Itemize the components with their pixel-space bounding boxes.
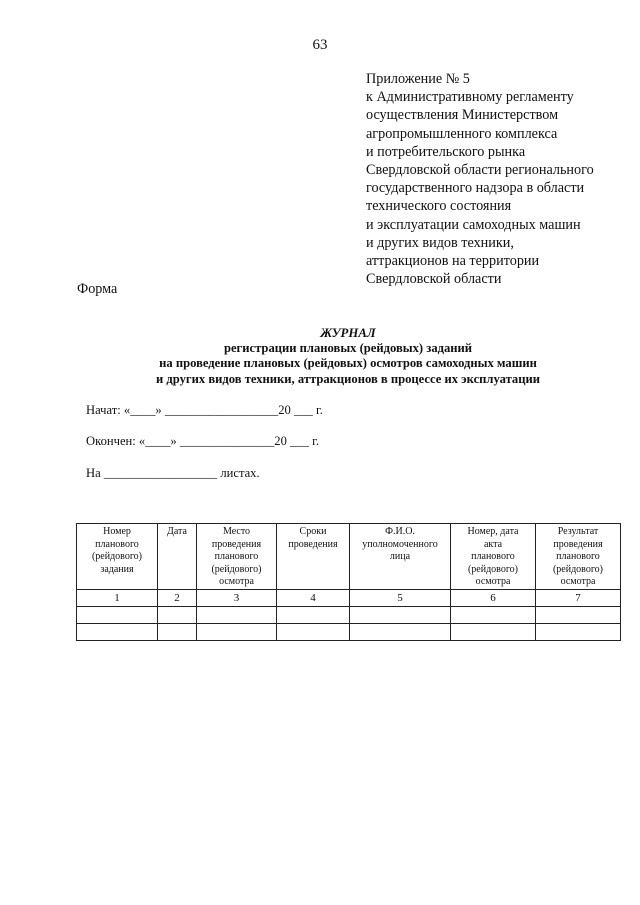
column-number: 6 [451, 589, 536, 606]
table-cell [536, 606, 621, 623]
sheets-field: На __________________ листах. [86, 466, 260, 480]
header-text: задания [100, 563, 134, 575]
header-text: Результат [557, 526, 599, 537]
table-cell [451, 623, 536, 640]
table-cell [451, 606, 536, 623]
header-text: планового [95, 538, 139, 550]
appendix-line: аттракционов на территории [366, 253, 540, 270]
header-text: проведения [288, 538, 338, 550]
table-header-row [77, 524, 621, 590]
column-number: 2 [158, 589, 197, 606]
table-cell [158, 606, 197, 623]
header-text: планового [214, 551, 259, 563]
appendix-line: и эксплуатации самоходных машин [366, 216, 581, 233]
header-text: осмотра [560, 576, 596, 588]
header-text: Место [222, 526, 251, 537]
table-cell [158, 623, 197, 640]
appendix-line: Свердловской области [366, 271, 502, 288]
appendix-block [366, 70, 636, 288]
journal-subtitle-line: регистрации плановых (рейдовых) заданий [223, 341, 473, 356]
journal-title-block [0, 326, 640, 387]
started-field: Начат: «____» __________________20 ___ г. [86, 403, 323, 417]
appendix-line: агропромышленного комплекса [366, 125, 558, 142]
header-result [536, 524, 621, 590]
table-cell [350, 623, 451, 640]
appendix-line: осуществления Министерством [366, 107, 559, 124]
journal-subtitle-line: на проведение плановых (рейдовых) осмотров самоходных машин [159, 356, 537, 371]
header-official-name [350, 524, 451, 590]
table-cell [77, 623, 158, 640]
header-text: акта [483, 538, 503, 550]
header-date [158, 524, 197, 590]
header-text: (рейдового) [211, 563, 262, 575]
appendix-line: и других видов техники, [366, 234, 514, 251]
header-location [197, 524, 277, 590]
header-text: Сроки [299, 526, 327, 537]
header-task-number [77, 524, 158, 590]
finished-field: Окончен: «____» _______________20 ___ г. [86, 434, 319, 448]
form-label: Форма [77, 281, 118, 297]
column-number-row [77, 589, 621, 606]
table-cell [536, 623, 621, 640]
column-number: 7 [536, 589, 621, 606]
table-cell [197, 623, 277, 640]
header-text: Номер [103, 526, 131, 537]
table-cell [277, 623, 350, 640]
header-text: Номер, дата [467, 526, 519, 537]
journal-subtitle-line: и других видов техники, аттракционов в процессе их эксплуатации [156, 371, 540, 386]
column-number: 4 [277, 589, 350, 606]
appendix-line: технического состояния [366, 198, 512, 215]
journal-table [76, 523, 621, 641]
header-text: Дата [167, 526, 187, 537]
header-text: (рейдового) [552, 563, 604, 575]
header-text: уполномоченного [362, 538, 438, 550]
column-number: 3 [197, 589, 277, 606]
page-number: 63 [312, 37, 328, 53]
table-cell [77, 606, 158, 623]
appendix-line: Приложение № 5 [366, 71, 470, 87]
appendix-line: и потребительского рынка [366, 143, 526, 160]
table-cell [350, 606, 451, 623]
appendix-line: Свердловской области регионального [366, 162, 594, 179]
column-number: 1 [77, 589, 158, 606]
header-terms [277, 524, 350, 590]
header-act-number-date [451, 524, 536, 590]
header-text: Ф.И.О. [385, 526, 415, 537]
header-text: (рейдового) [91, 551, 143, 563]
header-text: планового [471, 551, 515, 563]
appendix-line: государственного надзора в области [366, 180, 585, 197]
table-cell [277, 606, 350, 623]
table-row [77, 606, 621, 623]
header-text: осмотра [219, 576, 254, 588]
header-text: проведения [553, 538, 603, 550]
header-text: проведения [211, 538, 262, 550]
table-cell [197, 606, 277, 623]
column-number: 5 [350, 589, 451, 606]
table-row [77, 623, 621, 640]
header-text: лица [389, 551, 411, 563]
journal-title: ЖУРНАЛ [320, 326, 376, 340]
header-text: (рейдового) [467, 563, 519, 575]
appendix-line: к Административному регламенту [366, 89, 574, 106]
header-text: осмотра [475, 576, 511, 588]
header-text: планового [556, 551, 600, 563]
